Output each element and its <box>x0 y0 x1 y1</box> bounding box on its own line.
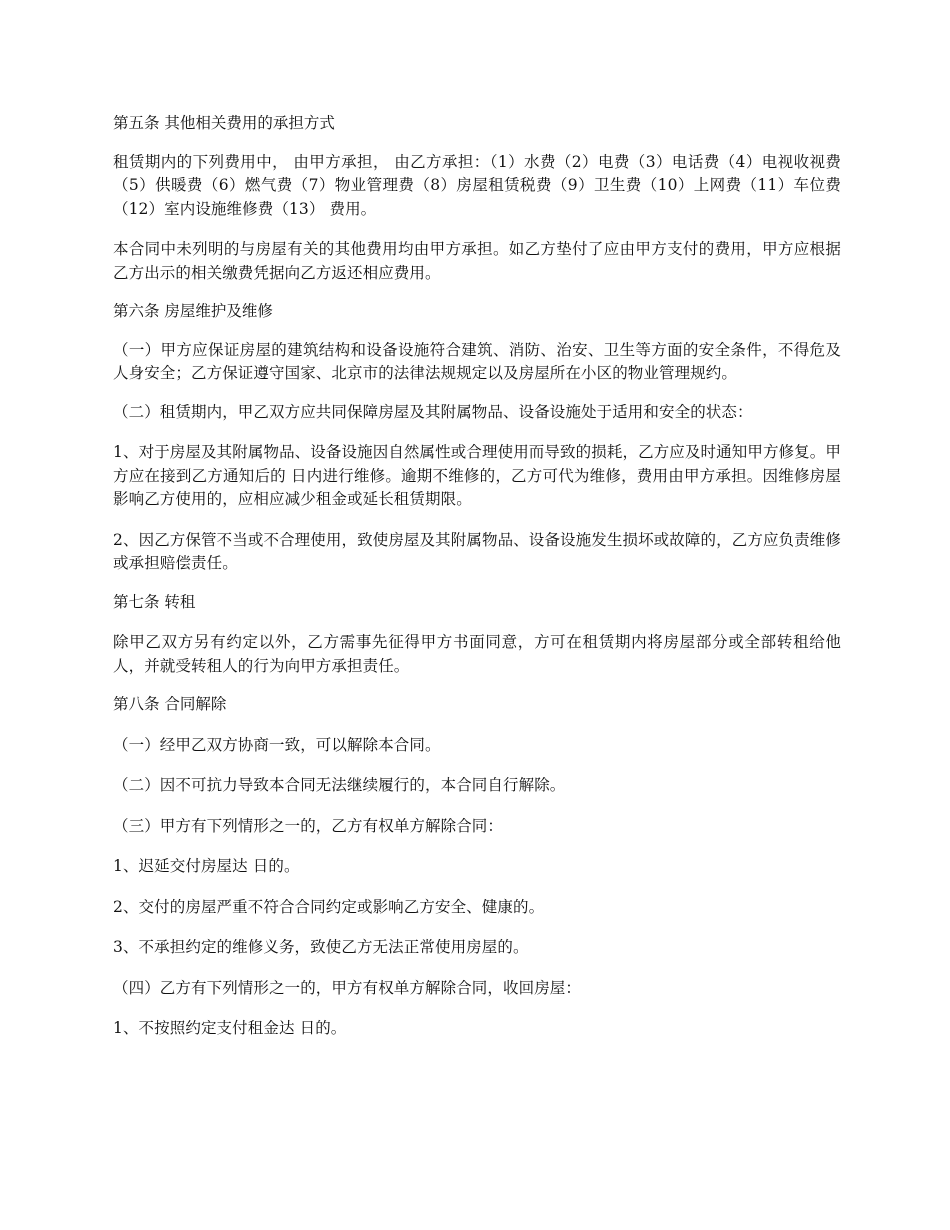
article-8-clause-1: （一）经甲乙双方协商一致，可以解除本合同。 <box>113 735 441 754</box>
article-8-clause-3-item-2: 2、交付的房屋严重不符合合同约定或影响乙方安全、健康的。 <box>113 897 545 916</box>
document-page <box>113 112 841 1041</box>
article-6-heading: 第六条 房屋维护及维修 <box>113 302 273 320</box>
article-5-heading: 第五条 其他相关费用的承担方式 <box>113 114 335 132</box>
article-6-item-2: 2、因乙方保管不当或不合理使用，致使房屋及其附属物品、设备设施发生损坏或故障的，乙方应负责维修或承担赔偿责任。 <box>113 530 841 572</box>
article-7-body: 除甲乙双方另有约定以外，乙方需事先征得甲方书面同意，方可在租赁期内将房屋部分或全部转租给他人，并就受转租人的行为向甲方承担责任。 <box>113 633 841 675</box>
article-6-clause-2: （二）租赁期内，甲乙双方应共同保障房屋及其附属物品、设备设施处于适用和安全的状态： <box>113 402 753 421</box>
article-8-clause-3-item-1: 1、迟延交付房屋达 日的。 <box>113 857 300 875</box>
article-8-clause-3: （三）甲方有下列情形之一的，乙方有权单方解除合同： <box>113 816 504 835</box>
article-5-fee-list: 租赁期内的下列费用中， 由甲方承担， 由乙方承担：（1）水费（2）电费（3）电话费（4）电视收视费（5）供暖费（6）燃气费（7）物业管理费（8）房屋租赁税费（9）卫生费（10）上网费（11）车位费（12）室内设施维修费（13） 费用。 <box>113 152 841 218</box>
article-6-clause-1: （一）甲方应保证房屋的建筑结构和设备设施符合建筑、消防、治安、卫生等方面的安全条件，不得危及人身安全；乙方保证遵守国家、北京市的法律法规规定以及房屋所在小区的物业管理规约。 <box>113 340 841 382</box>
article-8-clause-4: （四）乙方有下列情形之一的，甲方有权单方解除合同，收回房屋： <box>113 978 582 997</box>
article-8-clause-3-item-3: 3、不承担约定的维修义务，致使乙方无法正常使用房屋的。 <box>113 938 529 956</box>
article-8-heading: 第八条 合同解除 <box>113 695 227 713</box>
article-5-other-fees: 本合同中未列明的与房屋有关的其他费用均由甲方承担。如乙方垫付了应由甲方支付的费用，甲方应根据乙方出示的相关缴费凭据向乙方返还相应费用。 <box>113 240 841 282</box>
article-8-clause-2: （二）因不可抗力导致本合同无法继续履行的，本合同自行解除。 <box>113 776 566 794</box>
article-8-clause-4-item-1: 1、不按照约定支付租金达 日的。 <box>113 1019 347 1037</box>
article-7-heading: 第七条 转租 <box>113 592 196 611</box>
article-6-item-1: 1、对于房屋及其附属物品、设备设施因自然属性或合理使用而导致的损耗，乙方应及时通知甲方修复。甲方应在接到乙方通知后的 日内进行维修。逾期不维修的，乙方可代为维修，费用由甲方承担。因维修房屋影响乙方使用的，应相应减少租金或延长租赁期限。 <box>113 443 841 508</box>
